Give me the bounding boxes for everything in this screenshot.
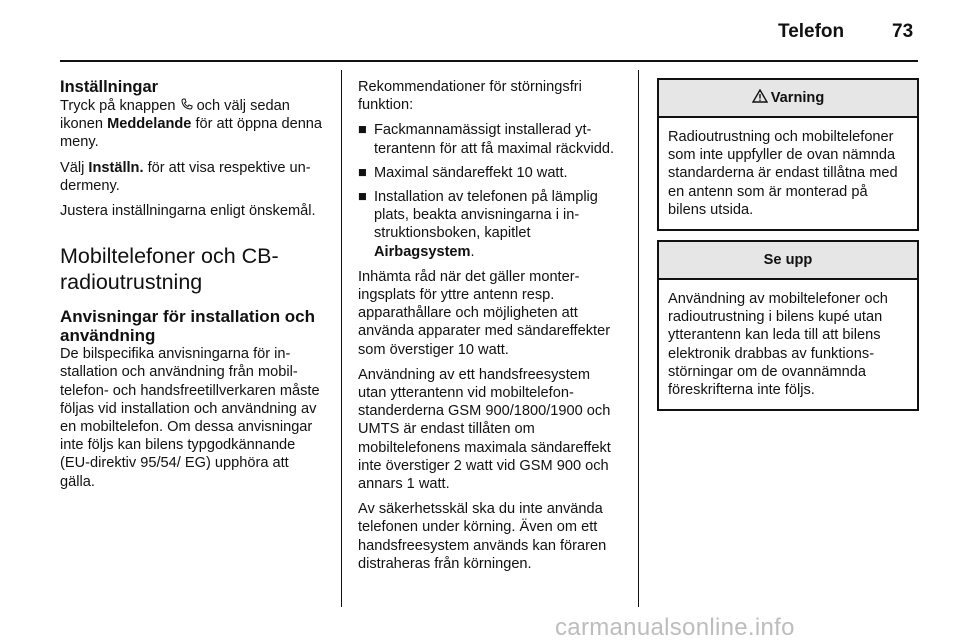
page-header-title: Telefon: [778, 21, 845, 42]
settings-heading: Inställningar: [60, 78, 159, 96]
bullet-icon: ■: [358, 164, 367, 181]
warning-text: Radioutrustning och mobiltelefoner som inte uppfyller de ovan nämnda standarderna är endast tillåtna med en antenn som är monterad på bilens utsida.: [668, 129, 898, 218]
body-paragraph: Av säkerhetsskäl ska du inte använda telefonen under körning. Även om ett handsfreesystem används kan föraren distraheras från körningen.: [358, 501, 607, 572]
warning-title: Varning: [770, 90, 825, 106]
page-number: 73: [892, 21, 914, 42]
body-paragraph: Inhämta råd när det gäller monteringsplats för yttre antenn resp. apparathållare och möjligheten att använda apparater med sändareffekter som överstiger 10 watt.: [358, 268, 611, 358]
caution-box: [657, 240, 919, 411]
recommendations-intro: Rekommendationer för störningsfri funktion:: [358, 79, 582, 114]
column-divider: [341, 70, 342, 607]
bullet-icon: ■: [358, 189, 367, 206]
recommendations-list: [358, 121, 622, 260]
list-item: ■ Maximal sändareffekt 10 watt.: [358, 164, 568, 181]
warning-box: [657, 78, 919, 231]
watermark: carmanualsonline.info: [555, 614, 795, 641]
installation-paragraph: De bilspecifika anvisningarna för installation och användning från mobiltelefon- och handsfreetillverkaren måste följas vid installation och användning av en mobiltelefon. Om dessa anvisningar inte följs kan bilens typgodkännande (EU-direktiv 95/54/ EG) upphöra att gälla.: [60, 346, 320, 490]
column-3: [657, 78, 919, 420]
caution-header: Se upp: [659, 242, 917, 280]
settings-paragraph: Justera inställningarna enligt önskemål.: [60, 203, 316, 220]
warning-header: [659, 80, 917, 118]
column-divider: [638, 70, 639, 607]
column-1: [60, 78, 326, 498]
settings-paragraph: Tryck på knappen och välj sedan ikonen Meddelande för att öppna denna meny.: [60, 98, 323, 151]
warning-triangle-icon: [752, 81, 768, 95]
phone-settings-icon: [180, 98, 193, 111]
list-item: ■ Fackmannamässigt installerad ytterantenn för att få maximal räckvidd.: [358, 122, 615, 157]
list-item: ■ Installation av telefonen på lämplig plats, beakta anvisningarna i instruktionsboken, kapitlet Airbagsystem.: [358, 189, 598, 260]
header-rule: [60, 60, 918, 62]
body-paragraph: Användning av ett handsfreesystem utan ytterantenn vid mobiltelefonstanderderna GSM 900/1800/1900 och UMTS är endast tillåten om mobiltelefonens maximala sändareffekt inte överstiger 2 watt vid GSM 900 och annars 1 watt.: [358, 366, 611, 493]
subsection-heading: Anvisningar för installation och användning: [60, 307, 316, 346]
settings-paragraph: Välj Inställn. för att visa respektive undermeny.: [60, 159, 311, 194]
caution-text: Användning av mobiltelefoner och radioutrustning i bilens kupé utan ytterantenn kan leda till att bilens elektronik drabbas av funktionsstörningar om de ovannämnda föreskrifterna inte följs.: [668, 291, 888, 399]
column-2: [358, 78, 622, 580]
section-heading: Mobiltelefoner och CB-radioutrustning: [60, 244, 279, 295]
bullet-icon: ■: [358, 122, 367, 139]
